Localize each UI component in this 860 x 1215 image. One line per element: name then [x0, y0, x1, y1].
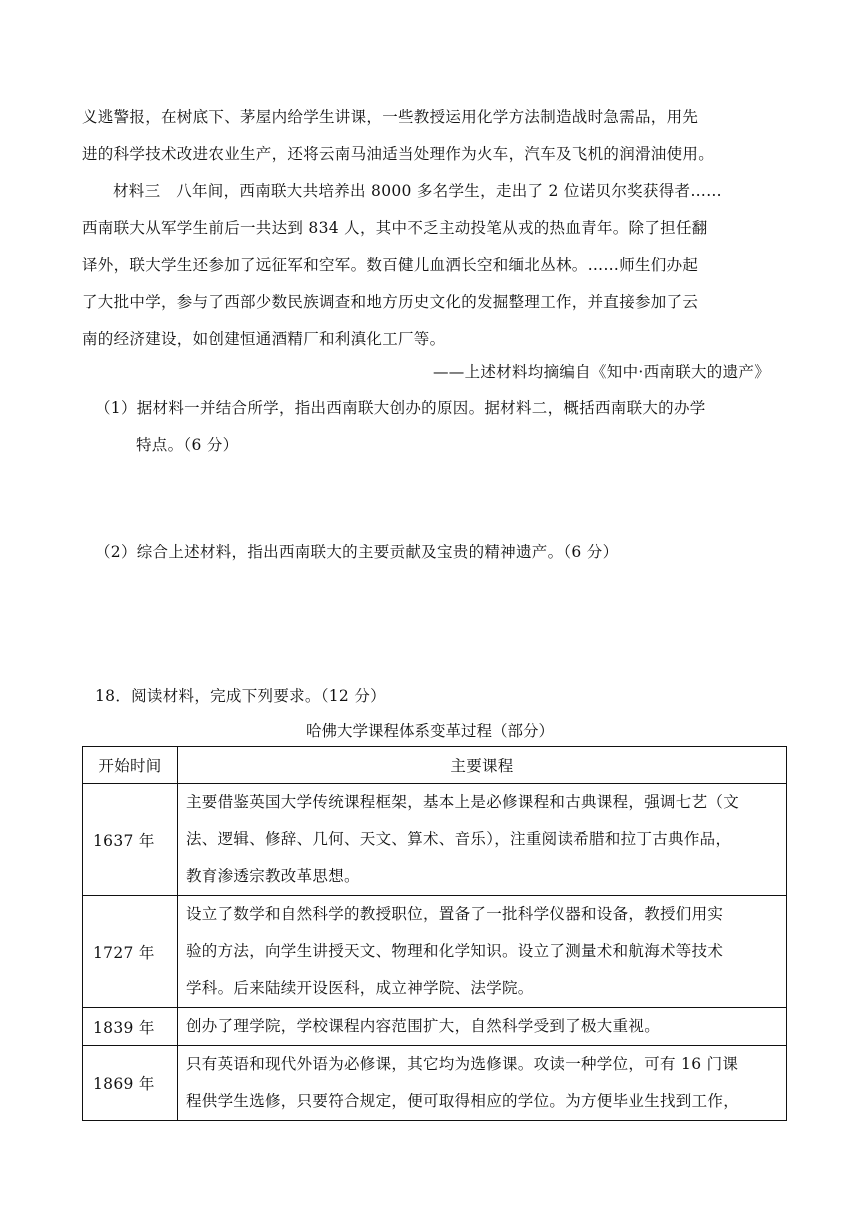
- table-row: [83, 1046, 787, 1121]
- header-main-courses: 主要课程: [178, 747, 787, 784]
- content-line: 程供学生选修，只要符合规定，便可取得相应的学位。为方便毕业生找到工作，: [186, 1092, 740, 1110]
- material3-line: 译外，联大学生还参加了远征军和空军。数百健儿血洒长空和缅北丛林。……师生们办起: [82, 256, 699, 274]
- material3-line: 材料三 八年间，西南联大共培养出 8000 多名学生，走出了 2 位诺贝尔奖获得者……: [113, 182, 722, 200]
- question-1-line: 特点。（6 分）: [136, 436, 239, 454]
- row-content: [178, 784, 787, 896]
- table-row: [83, 1008, 787, 1046]
- table-caption: 哈佛大学课程体系变革过程（部分）: [305, 722, 554, 740]
- material3-line: 南的经济建设，如创建恒通酒精厂和利滇化工厂等。: [82, 330, 446, 348]
- table-row: [83, 784, 787, 896]
- material2-line: 义逃警报，在树底下、茅屋内给学生讲课，一些教授运用化学方法制造战时急需品，用先: [82, 108, 699, 126]
- material3-line: 了大批中学，参与了西部少数民族调查和地方历史文化的发掘整理工作，并直接参加了云: [82, 293, 699, 311]
- row-content: [178, 896, 787, 1008]
- table-row: [83, 896, 787, 1008]
- row-year: 1727 年: [83, 896, 178, 1008]
- row-content: [178, 1008, 787, 1046]
- content-line: 设立了数学和自然科学的教授职位，置备了一批科学仪器和设备，教授们用实: [186, 905, 724, 923]
- header-start-time: 开始时间: [83, 747, 178, 784]
- content-line: 学科。后来陆续开设医科，成立神学院、法学院。: [186, 979, 534, 997]
- content-line: 法、逻辑、修辞、几何、天文、算术、音乐），注重阅读希腊和拉丁古典作品，: [186, 830, 732, 848]
- row-year: 1869 年: [83, 1046, 178, 1121]
- content-line: 教育渗透宗教改革思想。: [186, 867, 360, 885]
- row-year: 1839 年: [83, 1008, 178, 1046]
- content-line: 创办了理学院，学校课程内容范围扩大，自然科学受到了极大重视。: [186, 1017, 661, 1035]
- question-18: 18．阅读材料，完成下列要求。（12 分）: [95, 687, 386, 705]
- material3-line: 西南联大从军学生前后一共达到 834 人，其中不乏主动投笔从戎的热血青年。除了担任翻: [82, 219, 708, 237]
- source-attribution: ——上述材料均摘编自《知中·西南联大的遗产》: [432, 363, 770, 381]
- question-1-line: （1）据材料一并结合所学，指出西南联大创办的原因。据材料二，概括西南联大的办学: [95, 399, 706, 417]
- table-header-row: [83, 747, 787, 784]
- row-year: 1637 年: [83, 784, 178, 896]
- row-content: [178, 1046, 787, 1121]
- content-line: 主要借鉴英国大学传统课程框架，基本上是必修课程和古典课程，强调七艺（文: [186, 793, 740, 811]
- content-line: 只有英语和现代外语为必修课，其它均为选修课。攻读一种学位，可有 16 门课: [186, 1055, 739, 1073]
- harvard-curriculum-table: [82, 746, 787, 1121]
- material2-line: 进的科学技术改进农业生产，还将云南马油适当处理作为火车，汽车及飞机的润滑油使用。: [82, 145, 715, 163]
- question-2: （2）综合上述材料，指出西南联大的主要贡献及宝贵的精神遗产。（6 分）: [95, 543, 619, 561]
- content-line: 验的方法，向学生讲授天文、物理和化学知识。设立了测量术和航海术等技术: [186, 942, 724, 960]
